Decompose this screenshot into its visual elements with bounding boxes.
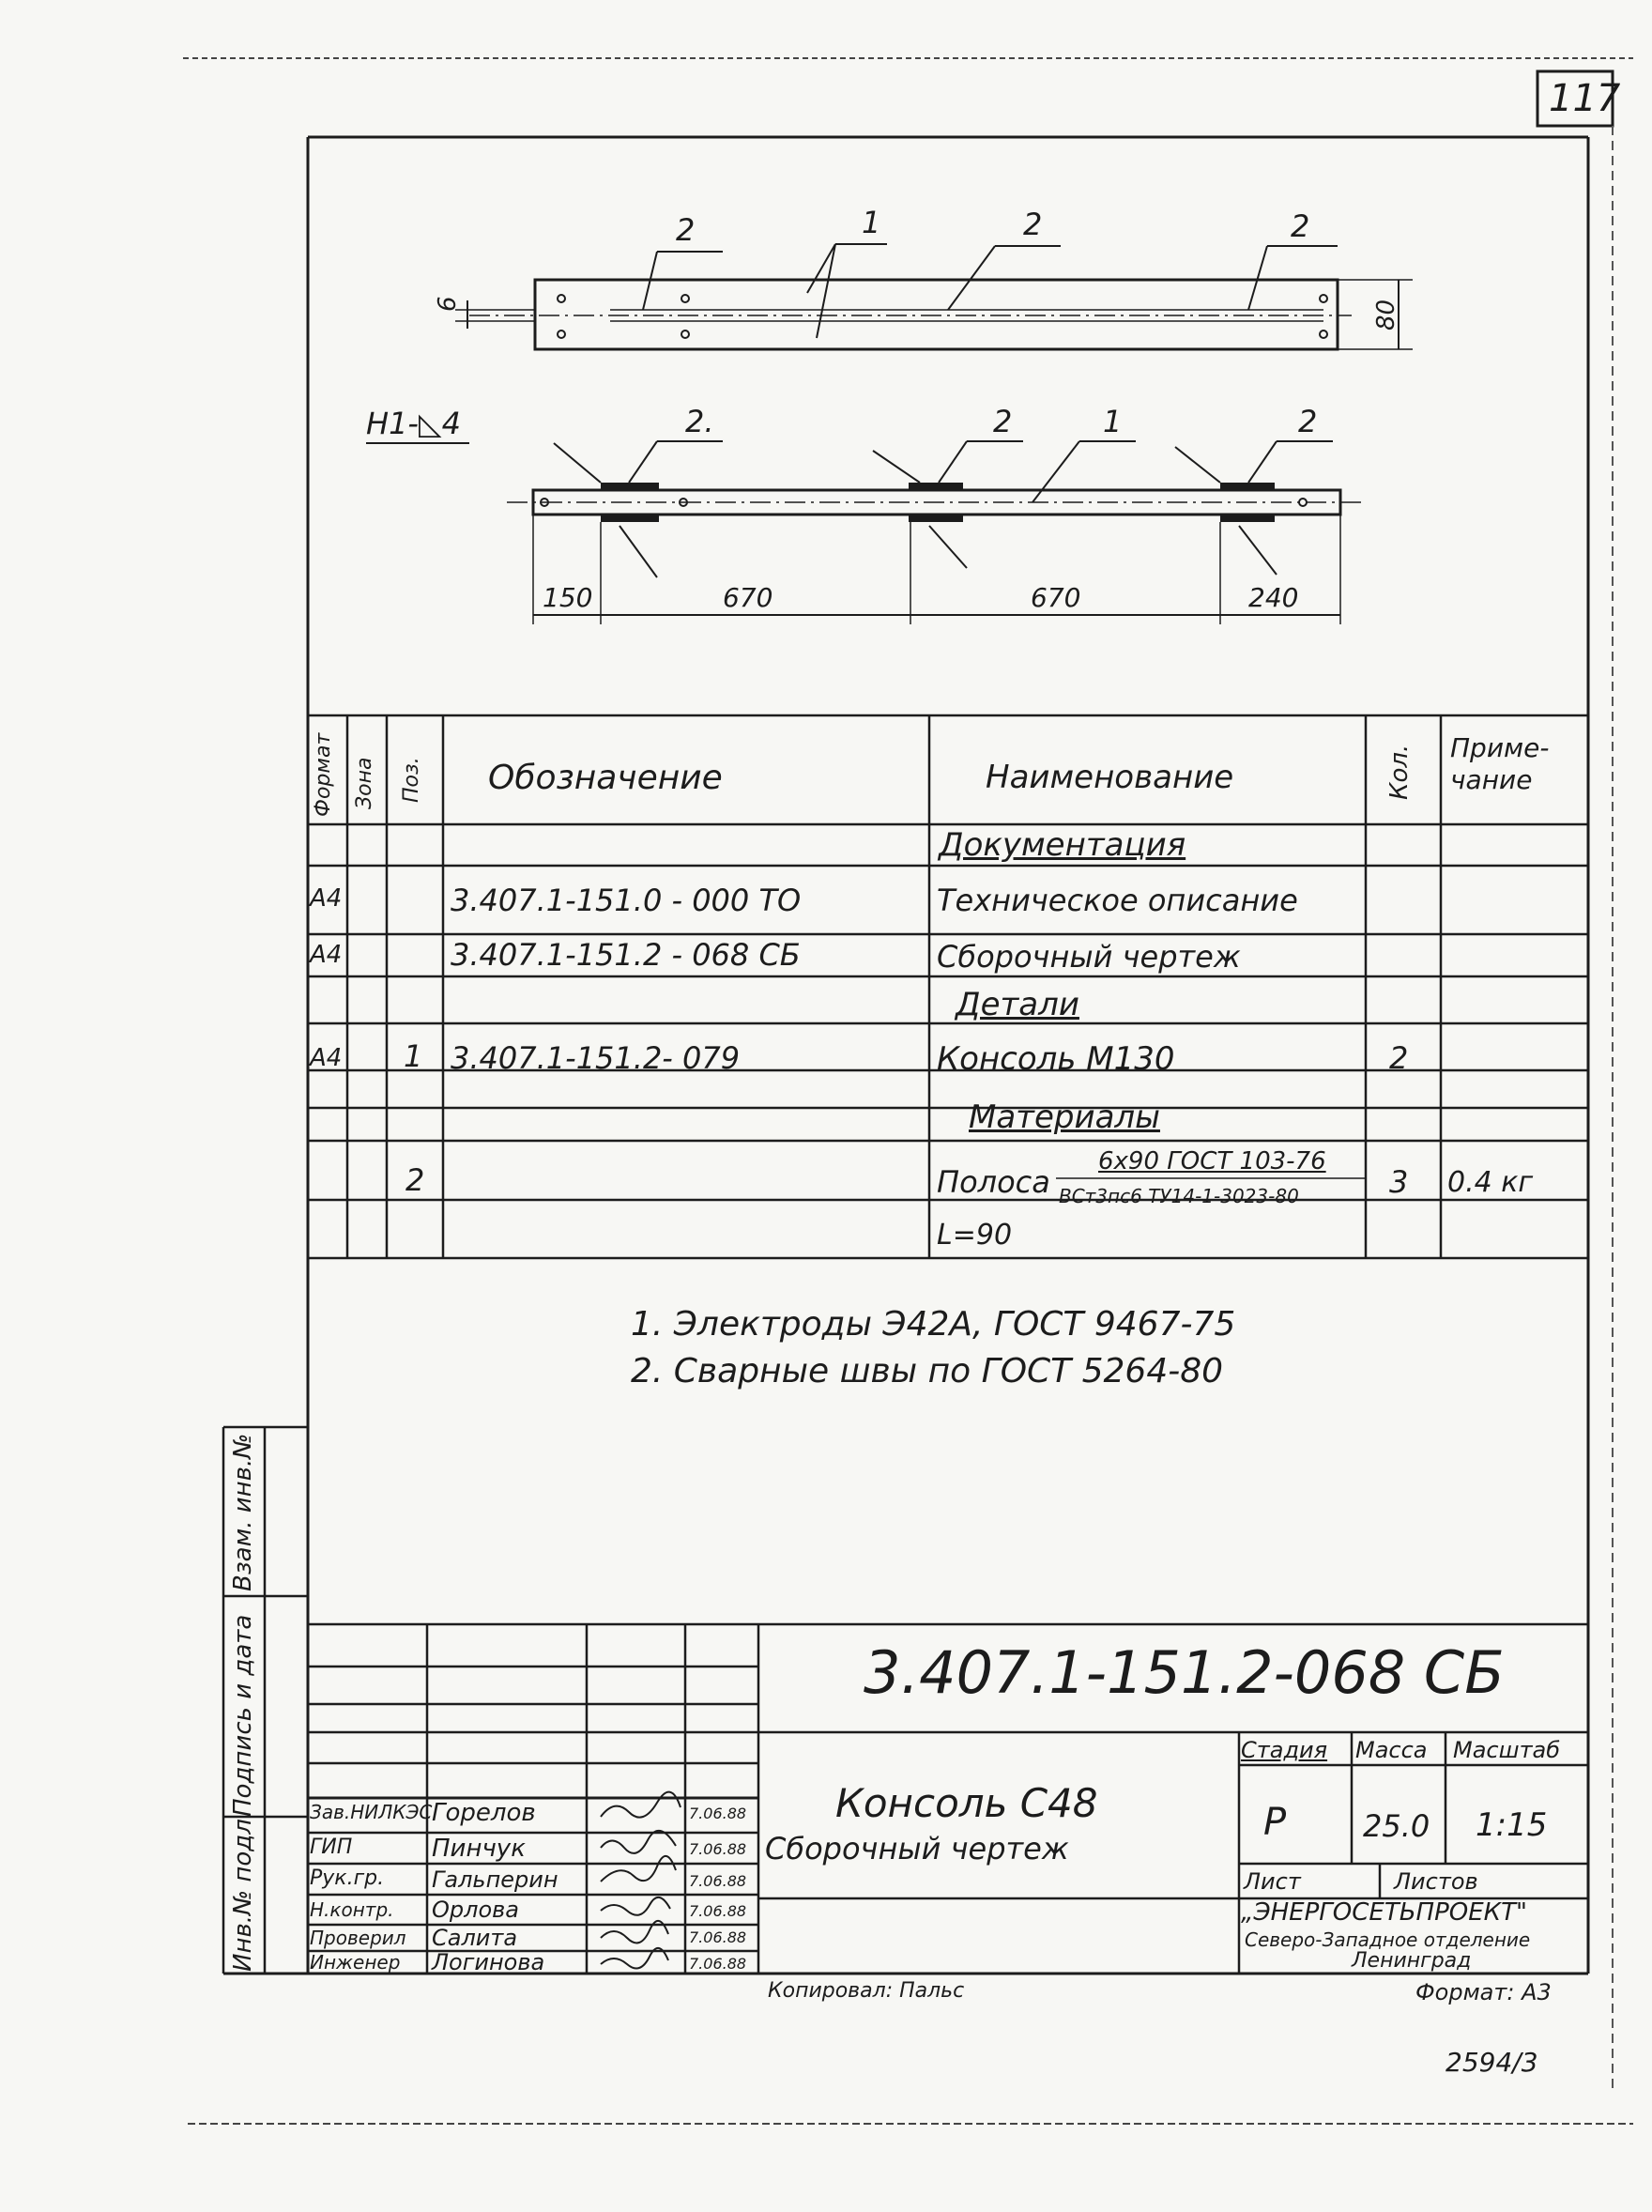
section-details: Детали	[956, 986, 1079, 1023]
stage-value: Р	[1263, 1801, 1287, 1844]
row1-designation: 3.407.1-151.0 - 000 ТО	[451, 883, 802, 918]
title-line-1: Консоль С48	[835, 1780, 1098, 1826]
row4-pos: 1	[404, 1038, 423, 1074]
signer-name-3: Гальперин	[432, 1866, 558, 1893]
row4-qty: 2	[1389, 1040, 1409, 1076]
dim-670-b: 670	[1031, 582, 1081, 613]
mass-value: 25.0	[1363, 1808, 1430, 1844]
weld-symbol: Н1-◺4	[366, 406, 461, 441]
row4-designation: 3.407.1-151.2- 079	[451, 1040, 741, 1076]
header-format: Формат	[312, 732, 335, 817]
row2-name: Сборочный чертеж	[937, 939, 1241, 975]
top-view-leader-1: 2	[676, 212, 696, 248]
sheets-label: Листов	[1394, 1868, 1478, 1895]
signatures	[601, 1792, 681, 1969]
signer-role-1: Зав.НИЛКЭС	[310, 1801, 433, 1823]
header-name: Наименование	[986, 759, 1234, 796]
signer-name-5: Салита	[432, 1925, 518, 1951]
signer-date-3: 7.06.88	[689, 1872, 747, 1890]
signer-role-3: Рук.гр.	[310, 1866, 385, 1890]
side-stamp-podpis: Подпись и дата	[229, 1614, 257, 1817]
row6-name: Полоса	[937, 1164, 1050, 1200]
mass-label: Масса	[1355, 1737, 1428, 1763]
org-line-2: Северо-Западное отделение	[1245, 1928, 1531, 1951]
org-line-1: „ЭНЕРГОСЕТЬПРОЕКТ"	[1241, 1898, 1527, 1927]
dim-240: 240	[1248, 582, 1299, 613]
row4-format: А4	[310, 1044, 343, 1072]
header-qty: Кол.	[1385, 744, 1414, 800]
side-view-leader-3: 1	[1103, 404, 1123, 439]
top-view	[455, 244, 1413, 349]
top-view-leader-4: 2	[1291, 208, 1310, 244]
section-materials: Материалы	[969, 1098, 1160, 1136]
side-stamp-vzam: Взам. инв.№	[229, 1433, 257, 1591]
signer-role-2: ГИП	[310, 1836, 353, 1859]
signer-name-4: Орлова	[432, 1897, 519, 1923]
side-stamp-inv-podl: Инв.№ подл.	[229, 1810, 257, 1972]
header-zone: Зона	[353, 757, 376, 809]
header-designation: Обозначение	[488, 759, 723, 797]
top-view-leader-2: 1	[862, 205, 881, 240]
title-line-2: Сборочный чертеж	[765, 1831, 1069, 1866]
section-documentation: Документация	[939, 826, 1186, 864]
side-view	[366, 441, 1361, 624]
copied-by: Копировал: Пальс	[768, 1979, 965, 2003]
signer-date-6: 7.06.88	[689, 1955, 747, 1973]
material-fraction-bottom: ВСт3пс6 ТУ14-1-3023-80	[1059, 1185, 1299, 1207]
row1-format: А4	[310, 884, 343, 913]
stage-label: Стадия	[1241, 1737, 1328, 1763]
width-dimension: 80	[1372, 299, 1400, 330]
row1-name: Техническое описание	[937, 883, 1298, 918]
scale-label: Масштаб	[1453, 1737, 1561, 1763]
note-1: 1. Электроды Э42А, ГОСТ 9467-75	[631, 1305, 1236, 1344]
sheet-format: Формат: А3	[1415, 1979, 1552, 2005]
org-line-3: Ленинград	[1352, 1949, 1472, 1973]
row4-name: Консоль М130	[937, 1040, 1175, 1078]
row6-qty: 3	[1389, 1164, 1409, 1200]
page-number: 117	[1549, 77, 1621, 120]
side-view-leader-4: 2	[1298, 404, 1318, 439]
material-length: L=90	[937, 1219, 1013, 1252]
archive-number: 2594/3	[1446, 2047, 1538, 2078]
material-fraction-top: 6x90 ГОСТ 103-76	[1098, 1147, 1326, 1175]
signer-role-6: Инженер	[310, 1951, 401, 1974]
scale-value: 1:15	[1476, 1806, 1548, 1844]
side-view-leader-2: 2	[993, 404, 1013, 439]
signer-role-4: Н.контр.	[310, 1898, 394, 1921]
signer-role-5: Проверил	[310, 1927, 406, 1949]
top-view-leader-3: 2	[1023, 207, 1043, 242]
doc-number: 3.407.1-151.2-068 СБ	[864, 1638, 1505, 1707]
dim-670-a: 670	[723, 582, 773, 613]
side-view-leader-1: 2.	[685, 404, 714, 439]
row6-pos: 2	[405, 1162, 425, 1198]
signer-date-1: 7.06.88	[689, 1805, 747, 1822]
signer-name-2: Пинчук	[432, 1835, 526, 1863]
row6-note: 0.4 кг	[1447, 1166, 1534, 1199]
note-2: 2. Сварные швы по ГОСТ 5264-80	[631, 1352, 1224, 1390]
dim-150: 150	[543, 582, 593, 613]
row2-format: А4	[310, 941, 343, 969]
signer-name-6: Логинова	[432, 1949, 545, 1975]
signer-date-2: 7.06.88	[689, 1840, 747, 1858]
header-note: Приме-чание	[1450, 732, 1550, 795]
thickness-dimension: 6	[434, 296, 462, 312]
signer-date-5: 7.06.88	[689, 1928, 747, 1946]
header-pos: Поз.	[400, 757, 423, 803]
row2-designation: 3.407.1-151.2 - 068 СБ	[451, 937, 801, 973]
signer-name-1: Горелов	[432, 1799, 536, 1827]
sheet-label: Лист	[1244, 1868, 1301, 1895]
signer-date-4: 7.06.88	[689, 1902, 747, 1920]
